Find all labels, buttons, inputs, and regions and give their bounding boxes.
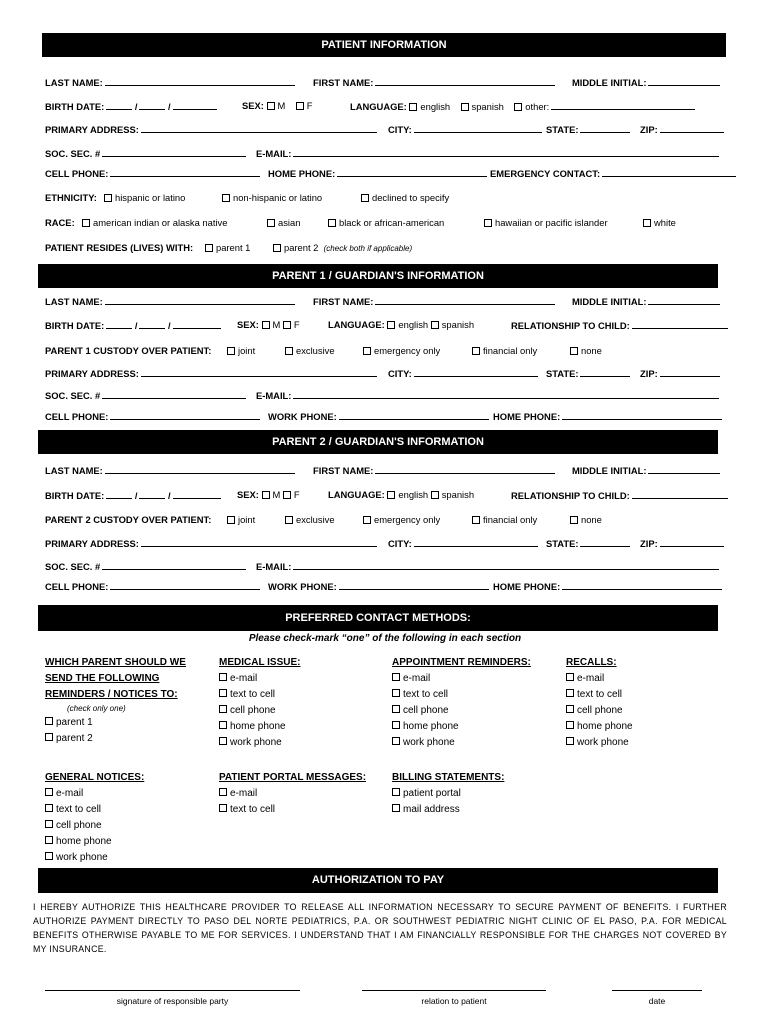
p2-birth-year-field[interactable]	[173, 489, 221, 499]
first-name-label: FIRST NAME:	[313, 76, 555, 89]
ethnicity-option[interactable]: declined to specify	[361, 192, 449, 204]
p2-custody-option[interactable]: financial only	[472, 514, 537, 526]
p2-state-label: STATE:	[546, 537, 630, 550]
p1-zip-field[interactable]	[660, 367, 720, 377]
p1-work-phone-field[interactable]	[339, 410, 489, 420]
race-option[interactable]: white	[643, 217, 676, 229]
p1-work-phone-label: WORK PHONE:	[268, 410, 489, 423]
p2-custody-label: PARENT 2 CUSTODY OVER PATIENT:	[45, 514, 212, 525]
p1-relationship-label: RELATIONSHIP TO CHILD:	[511, 319, 728, 332]
birth-date-label: BIRTH DATE: / /	[45, 100, 217, 113]
general-notices-section	[45, 770, 144, 866]
checkbox-icon[interactable]	[566, 705, 574, 713]
p1-state-field[interactable]	[580, 367, 630, 377]
appointment-option[interactable]: e-mail	[392, 671, 531, 687]
p2-relationship-label: RELATIONSHIP TO CHILD:	[511, 489, 728, 502]
recalls-heading: RECALLS:	[566, 657, 617, 668]
city-label: CITY:	[388, 123, 542, 136]
contact-methods-header: PREFERRED CONTACT METHODS:	[38, 605, 718, 631]
p2-work-phone-field[interactable]	[339, 580, 489, 590]
soc-sec-label: SOC. SEC. #	[45, 147, 246, 160]
recalls-option[interactable]: text to cell	[566, 687, 633, 703]
checkbox-icon[interactable]	[472, 347, 480, 355]
which-parent-option[interactable]: parent 1	[45, 715, 186, 731]
emergency-contact-field[interactable]	[602, 167, 736, 177]
p1-custody-option[interactable]: emergency only	[363, 345, 440, 357]
birth-day-field[interactable]	[139, 100, 165, 110]
p2-home-phone-field[interactable]	[562, 580, 722, 590]
p1-home-phone-label: HOME PHONE:	[493, 410, 722, 423]
checkbox-icon[interactable]	[392, 673, 400, 681]
p2-language-group: LANGUAGE: english spanish	[328, 489, 475, 500]
general-option[interactable]: cell phone	[45, 818, 144, 834]
authorization-header: AUTHORIZATION TO PAY	[38, 868, 718, 893]
p1-middle-initial-label: MIDDLE INITIAL:	[572, 295, 720, 308]
p1-lang-english-checkbox[interactable]	[387, 321, 395, 329]
p2-lang-english-checkbox[interactable]	[387, 491, 395, 499]
medical-option[interactable]: cell phone	[219, 703, 301, 719]
emergency-contact-label: EMERGENCY CONTACT:	[490, 167, 736, 180]
checkbox-icon[interactable]	[45, 733, 53, 741]
checkbox-icon[interactable]	[566, 721, 574, 729]
contact-instruction: Please check-mark “one” of the following in each section	[248, 633, 522, 644]
ethnicity-group: ETHNICITY:	[45, 192, 97, 203]
p2-custody-option[interactable]: none	[570, 514, 602, 526]
middle-initial-field[interactable]	[648, 76, 720, 86]
city-field[interactable]	[414, 123, 542, 133]
p2-lang-spanish-checkbox[interactable]	[431, 491, 439, 499]
language-group: LANGUAGE: english spanish other:	[350, 100, 695, 113]
p2-middle-initial-field[interactable]	[648, 464, 720, 474]
checkbox-icon[interactable]	[566, 689, 574, 697]
p2-first-name-field[interactable]	[375, 464, 555, 474]
appointment-option[interactable]: work phone	[392, 735, 531, 751]
p1-cell-phone-field[interactable]	[110, 410, 260, 420]
checkbox-icon[interactable]	[392, 737, 400, 745]
p1-first-name-label: FIRST NAME:	[313, 295, 555, 308]
cell-phone-field[interactable]	[110, 167, 260, 177]
patient-information-header: PATIENT INFORMATION	[42, 33, 726, 57]
medical-issue-heading: MEDICAL ISSUE:	[219, 657, 301, 668]
relation-label: relation to patient	[421, 996, 487, 1006]
p2-middle-initial-label: MIDDLE INITIAL:	[572, 464, 720, 477]
checkbox-icon[interactable]	[227, 347, 235, 355]
billing-section	[392, 770, 504, 818]
checkbox-icon[interactable]	[273, 244, 281, 252]
p1-birth-date-label: BIRTH DATE: / /	[45, 319, 221, 332]
general-option[interactable]: text to cell	[45, 802, 144, 818]
date-label: date	[648, 996, 666, 1006]
which-parent-heading-line1: WHICH PARENT SHOULD WE	[45, 657, 186, 668]
p1-last-name-field[interactable]	[105, 295, 295, 305]
appointment-option[interactable]: home phone	[392, 719, 531, 735]
checkbox-icon[interactable]	[219, 737, 227, 745]
checkbox-icon[interactable]	[82, 219, 90, 227]
p2-email-label: E-MAIL:	[256, 560, 719, 573]
p1-email-field[interactable]	[293, 389, 719, 399]
appointment-section	[392, 655, 531, 751]
birth-month-field[interactable]	[106, 100, 132, 110]
first-name-field[interactable]	[375, 76, 555, 86]
medical-option[interactable]: work phone	[219, 735, 301, 751]
checkbox-icon[interactable]	[566, 673, 574, 681]
resides-group: PATIENT RESIDES (LIVES) WITH:	[45, 242, 194, 253]
state-field[interactable]	[580, 123, 630, 133]
checkbox-icon[interactable]	[484, 219, 492, 227]
general-option[interactable]: home phone	[45, 834, 144, 850]
p1-custody-option[interactable]: financial only	[472, 345, 537, 357]
p1-cell-phone-label: CELL PHONE:	[45, 410, 260, 423]
p2-zip-label: ZIP:	[640, 537, 724, 550]
resides-option[interactable]: parent 2 (check both if applicable)	[273, 242, 412, 255]
p1-city-label: CITY:	[388, 367, 538, 380]
billing-heading: BILLING STATEMENTS:	[392, 772, 505, 783]
p2-email-field[interactable]	[293, 560, 719, 570]
soc-sec-field[interactable]	[102, 147, 246, 157]
portal-option[interactable]: e-mail	[219, 786, 366, 802]
middle-initial-label: MIDDLE INITIAL:	[572, 76, 720, 89]
p2-cell-phone-label: CELL PHONE:	[45, 580, 260, 593]
checkbox-icon[interactable]	[45, 820, 53, 828]
medical-option[interactable]: e-mail	[219, 671, 301, 687]
p1-birth-year-field[interactable]	[173, 319, 221, 329]
which-parent-option[interactable]: parent 2	[45, 731, 186, 747]
checkbox-icon[interactable]	[328, 219, 336, 227]
p2-soc-sec-field[interactable]	[102, 560, 246, 570]
checkbox-icon[interactable]	[219, 673, 227, 681]
primary-address-field[interactable]	[141, 123, 377, 133]
checkbox-icon[interactable]	[392, 689, 400, 697]
p1-city-field[interactable]	[414, 367, 538, 377]
checkbox-icon[interactable]	[267, 219, 275, 227]
p1-birth-day-field[interactable]	[139, 319, 165, 329]
p2-sex-m-checkbox[interactable]	[262, 491, 270, 499]
checkbox-icon[interactable]	[472, 516, 480, 524]
checkbox-icon[interactable]	[392, 804, 400, 812]
p2-last-name-label: LAST NAME:	[45, 464, 295, 477]
email-field[interactable]	[293, 147, 719, 157]
p2-work-phone-label: WORK PHONE:	[268, 580, 489, 593]
zip-label: ZIP:	[640, 123, 724, 136]
checkbox-icon[interactable]	[219, 689, 227, 697]
p2-primary-address-field[interactable]	[141, 537, 377, 547]
recalls-option[interactable]: work phone	[566, 735, 633, 751]
checkbox-icon[interactable]	[285, 516, 293, 524]
lang-other-field[interactable]	[551, 100, 695, 110]
race-option[interactable]: hawaiian or pacific islander	[484, 217, 608, 229]
ethnicity-option[interactable]: hispanic or latino	[104, 192, 185, 204]
checkbox-icon[interactable]	[392, 721, 400, 729]
p1-zip-label: ZIP:	[640, 367, 720, 380]
p1-custody-option[interactable]: joint	[227, 345, 255, 357]
p1-birth-month-field[interactable]	[106, 319, 132, 329]
recalls-option[interactable]: e-mail	[566, 671, 633, 687]
race-group: RACE:	[45, 217, 75, 228]
p1-custody-label: PARENT 1 CUSTODY OVER PATIENT:	[45, 345, 212, 356]
p1-primary-address-field[interactable]	[141, 367, 377, 377]
p1-primary-address-label: PRIMARY ADDRESS:	[45, 367, 377, 380]
checkbox-icon[interactable]	[205, 244, 213, 252]
p2-primary-address-label: PRIMARY ADDRESS:	[45, 537, 377, 550]
home-phone-label: HOME PHONE:	[268, 167, 487, 180]
recalls-section	[566, 655, 633, 751]
authorization-text: I HEREBY AUTHORIZE THIS HEALTHCARE PROVIDER TO RELEASE ALL INFORMATION NECESSARY TO SECURE PAYMENT OF BENEFITS. I FURTHER AUTHORIZE PAYMENT DIRECTLY TO PASO DEL NORTE PEDIATRICS, P.A. OR SOUTHWEST PEDIATRIC NIGHT CLINIC OF EL PASO, P.A. FOR MEDICAL BENEFITS OTHERWISE PAYABLE TO ME FOR SERVICES. I UNDERSTAND THAT I AM FINANCIALLY RESPONSIBLE FOR THE CHARGES NOT COVERED BY MY INSURANCE.	[33, 902, 727, 954]
which-parent-note: (check only one)	[67, 704, 126, 713]
p2-city-label: CITY:	[388, 537, 538, 550]
race-option[interactable]: black or african-american	[328, 217, 444, 229]
birth-year-field[interactable]	[173, 100, 217, 110]
p2-state-field[interactable]	[580, 537, 630, 547]
medical-option[interactable]: text to cell	[219, 687, 301, 703]
checkbox-icon[interactable]	[570, 347, 578, 355]
checkbox-icon[interactable]	[219, 788, 227, 796]
general-notices-heading: GENERAL NOTICES:	[45, 772, 145, 783]
p1-last-name-label: LAST NAME:	[45, 295, 295, 308]
p2-custody-option[interactable]: emergency only	[363, 514, 440, 526]
home-phone-field[interactable]	[337, 167, 487, 177]
checkbox-icon[interactable]	[45, 717, 53, 725]
which-parent-heading-line3: REMINDERS / NOTICES TO:	[45, 689, 178, 700]
zip-field[interactable]	[660, 123, 724, 133]
last-name-field[interactable]	[105, 76, 295, 86]
relation-line[interactable]	[362, 990, 546, 991]
p2-sex-group: SEX: M F	[237, 489, 300, 500]
p1-middle-initial-field[interactable]	[648, 295, 720, 305]
p2-zip-field[interactable]	[660, 537, 724, 547]
race-option[interactable]: asian	[267, 217, 300, 229]
p1-soc-sec-field[interactable]	[102, 389, 246, 399]
p2-last-name-field[interactable]	[105, 464, 295, 474]
checkbox-icon[interactable]	[570, 516, 578, 524]
checkbox-icon[interactable]	[643, 219, 651, 227]
primary-address-label: PRIMARY ADDRESS:	[45, 123, 377, 136]
sex-f-checkbox[interactable]	[296, 102, 304, 110]
p1-email-label: E-MAIL:	[256, 389, 719, 402]
portal-section	[219, 770, 366, 818]
checkbox-icon[interactable]	[219, 804, 227, 812]
p2-custody-option[interactable]: exclusive	[285, 514, 335, 526]
p1-sex-m-checkbox[interactable]	[262, 321, 270, 329]
p2-first-name-label: FIRST NAME:	[313, 464, 555, 477]
p1-home-phone-field[interactable]	[562, 410, 722, 420]
which-parent-heading-line2: SEND THE FOLLOWING	[45, 673, 160, 684]
p2-birth-month-field[interactable]	[106, 489, 132, 499]
signature-line[interactable]	[45, 990, 300, 991]
email-label: E-MAIL:	[256, 147, 719, 160]
race-option[interactable]: american indian or alaska native	[82, 217, 227, 229]
p2-birth-day-field[interactable]	[139, 489, 165, 499]
p2-birth-date-label: BIRTH DATE: / /	[45, 489, 221, 502]
checkbox-icon[interactable]	[227, 516, 235, 524]
checkbox-icon[interactable]	[45, 852, 53, 860]
p1-sex-f-checkbox[interactable]	[283, 321, 291, 329]
p2-soc-sec-label: SOC. SEC. #	[45, 560, 246, 573]
recalls-option[interactable]: home phone	[566, 719, 633, 735]
billing-option[interactable]: patient portal	[392, 786, 504, 802]
checkbox-icon[interactable]	[45, 788, 53, 796]
checkbox-icon[interactable]	[285, 347, 293, 355]
general-option[interactable]: work phone	[45, 850, 144, 866]
checkbox-icon[interactable]	[361, 194, 369, 202]
portal-option[interactable]: text to cell	[219, 802, 366, 818]
p1-relationship-field[interactable]	[632, 319, 728, 329]
p2-cell-phone-field[interactable]	[110, 580, 260, 590]
p2-relationship-field[interactable]	[632, 489, 728, 499]
lang-spanish-checkbox[interactable]	[461, 103, 469, 111]
medical-issue-section	[219, 655, 301, 751]
medical-option[interactable]: home phone	[219, 719, 301, 735]
p1-state-label: STATE:	[546, 367, 630, 380]
ethnicity-option[interactable]: non-hispanic or latino	[222, 192, 322, 204]
checkbox-icon[interactable]	[392, 705, 400, 713]
checkbox-icon[interactable]	[219, 705, 227, 713]
resides-option[interactable]: parent 1	[205, 242, 250, 254]
parent1-header: PARENT 1 / GUARDIAN'S INFORMATION	[38, 264, 718, 288]
portal-heading: PATIENT PORTAL MESSAGES:	[219, 772, 367, 783]
appointment-option[interactable]: text to cell	[392, 687, 531, 703]
state-label: STATE:	[546, 123, 630, 136]
p1-custody-option[interactable]: none	[570, 345, 602, 357]
general-option[interactable]: e-mail	[45, 786, 144, 802]
p1-soc-sec-label: SOC. SEC. #	[45, 389, 246, 402]
p2-sex-f-checkbox[interactable]	[283, 491, 291, 499]
checkbox-icon[interactable]	[45, 804, 53, 812]
recalls-option[interactable]: cell phone	[566, 703, 633, 719]
sex-group: SEX: M F	[242, 100, 313, 111]
last-name-label: LAST NAME:	[45, 76, 295, 89]
lang-other-checkbox[interactable]	[514, 103, 522, 111]
p2-custody-option[interactable]: joint	[227, 514, 255, 526]
checkbox-icon[interactable]	[222, 194, 230, 202]
appointment-option[interactable]: cell phone	[392, 703, 531, 719]
billing-option[interactable]: mail address	[392, 802, 504, 818]
p1-language-group: LANGUAGE: english spanish	[328, 319, 475, 330]
checkbox-icon[interactable]	[566, 737, 574, 745]
p1-first-name-field[interactable]	[375, 295, 555, 305]
cell-phone-label: CELL PHONE:	[45, 167, 260, 180]
p2-home-phone-label: HOME PHONE:	[493, 580, 722, 593]
signature-label: signature of responsible party	[116, 996, 229, 1006]
checkbox-icon[interactable]	[104, 194, 112, 202]
date-line[interactable]	[612, 990, 702, 991]
parent2-header: PARENT 2 / GUARDIAN'S INFORMATION	[38, 430, 718, 454]
appointment-heading: APPOINTMENT REMINDERS:	[392, 657, 531, 668]
checkbox-icon[interactable]	[392, 788, 400, 796]
p1-custody-option[interactable]: exclusive	[285, 345, 335, 357]
checkbox-icon[interactable]	[45, 836, 53, 844]
lang-english-checkbox[interactable]	[409, 103, 417, 111]
p1-sex-group: SEX: M F	[237, 319, 300, 330]
checkbox-icon[interactable]	[363, 347, 371, 355]
checkbox-icon[interactable]	[219, 721, 227, 729]
p1-lang-spanish-checkbox[interactable]	[431, 321, 439, 329]
sex-m-checkbox[interactable]	[267, 102, 275, 110]
checkbox-icon[interactable]	[363, 516, 371, 524]
which-parent-section	[45, 655, 186, 747]
p2-city-field[interactable]	[414, 537, 538, 547]
